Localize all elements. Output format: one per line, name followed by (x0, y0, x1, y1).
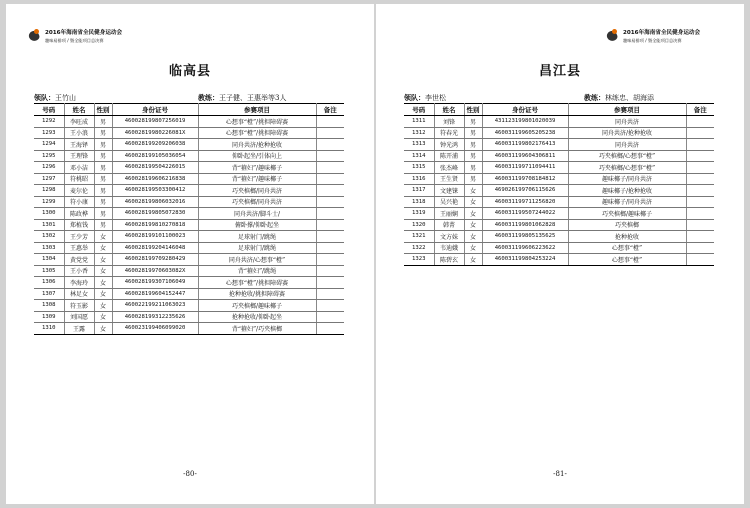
col-gender-cell: 男 (464, 116, 482, 128)
col-gender-cell: 男 (464, 173, 482, 185)
col-name-cell: 王露 (64, 323, 94, 335)
col-number-cell: 1306 (34, 277, 64, 289)
table-row (34, 288, 344, 300)
col-name-cell: 麦尔伦 (64, 185, 94, 197)
col-number-cell: 1311 (404, 116, 434, 128)
col-number-cell: 1292 (34, 116, 64, 128)
col-id-number-cell: 460028199105036054 (112, 150, 198, 162)
col-id-number-cell: 460028199504226015 (112, 162, 198, 174)
col-events-cell: 俯卧撑/仰卧起坐 (198, 219, 316, 231)
table-row (34, 162, 344, 174)
col-gender-cell: 男 (94, 208, 112, 220)
col-id-number-cell: 460022199211063023 (112, 300, 198, 312)
leader-label: 领队： (34, 93, 55, 102)
col-events-cell: 背“箍妇”/趣味椰子 (198, 173, 316, 185)
col-events-cell: 背“箍妇”/跳绳 (198, 265, 316, 277)
col-id-number-cell: 460031199801062828 (482, 219, 568, 231)
page-number: -81- (553, 470, 567, 478)
col-id-number-cell: 460031199805135625 (482, 231, 568, 243)
col-remarks-cell (316, 254, 344, 266)
right-page (376, 4, 744, 504)
table-row (34, 208, 344, 220)
col-name-cell: 王小浪 (64, 127, 94, 139)
col-gender-cell: 男 (94, 196, 112, 208)
col-remarks-cell (316, 173, 344, 185)
col-id-number-cell: 460031199711094411 (482, 162, 568, 174)
col-number-cell: 1321 (404, 231, 434, 243)
col-number-cell: 1302 (34, 231, 64, 243)
col-events-cell: 心想事“橙”/挑担障碍赛 (198, 277, 316, 289)
col-name-cell: 韩菁 (434, 219, 464, 231)
col-events-cell: 足球射门/跳绳 (198, 242, 316, 254)
col-remarks-header: 备注 (316, 104, 344, 116)
table-row (34, 139, 344, 151)
col-remarks-cell (316, 219, 344, 231)
col-id-number-cell: 46002819980226081X (112, 127, 198, 139)
table-row (404, 139, 714, 151)
col-events-cell: 巧夹槟榔/同舟共济 (198, 185, 316, 197)
col-remarks-cell (316, 300, 344, 312)
col-remarks-cell (686, 208, 714, 220)
col-id-number-cell: 460031199605205238 (482, 127, 568, 139)
col-events-cell: 巧夹槟榔/同舟共济 (198, 196, 316, 208)
event-title: 2016年海南省全民健身运动会 (623, 30, 701, 36)
col-name-cell: 王生贤 (434, 173, 464, 185)
col-remarks-cell (316, 185, 344, 197)
col-name-cell: 郑植钱 (64, 219, 94, 231)
event-subtitle: 趣味易排项 / 暨全能项目总决赛 (623, 38, 682, 43)
col-number-cell: 1294 (34, 139, 64, 151)
table-row (34, 323, 344, 335)
col-gender-cell: 男 (94, 127, 112, 139)
col-remarks-cell (316, 242, 344, 254)
col-remarks-cell (316, 127, 344, 139)
col-remarks-cell (316, 196, 344, 208)
col-remarks-cell (316, 162, 344, 174)
col-name-cell: 李海玲 (64, 277, 94, 289)
table-row (34, 242, 344, 254)
col-name-cell: 林足女 (64, 288, 94, 300)
col-number-cell: 1293 (34, 127, 64, 139)
col-number-cell: 1296 (34, 162, 64, 174)
col-name-cell: 符春光 (434, 127, 464, 139)
col-events-cell: 巧夹槟榔/趣味椰子 (198, 300, 316, 312)
col-number-cell: 1308 (34, 300, 64, 312)
table-row (34, 127, 344, 139)
county-title: 昌江县 (538, 64, 581, 79)
coach-names: 林练忠、胡海添 (605, 94, 654, 102)
col-name-cell: 陈政桦 (64, 208, 94, 220)
col-number-cell: 1309 (34, 311, 64, 323)
col-remarks-cell (316, 265, 344, 277)
table-row (34, 219, 344, 231)
col-events-cell: 心想事“橙” (568, 242, 686, 254)
col-remarks-cell (316, 231, 344, 243)
col-events-cell: 抢种抢收/挑担障碍赛 (198, 288, 316, 300)
table-row (404, 196, 714, 208)
col-gender-cell: 女 (464, 231, 482, 243)
col-name-cell: 王惠举 (64, 242, 94, 254)
table-body (34, 116, 344, 335)
table-row (34, 311, 344, 323)
col-events-cell: 抢种抢收 (568, 231, 686, 243)
col-events-cell: 巧夹槟榔 (568, 219, 686, 231)
col-id-number-cell: 460031199708184812 (482, 173, 568, 185)
col-gender-cell: 女 (464, 242, 482, 254)
col-id-number-cell: 460031199802176413 (482, 139, 568, 151)
col-name-cell: 王少芳 (64, 231, 94, 243)
col-id-number-cell: 460031199711256820 (482, 196, 568, 208)
roster-table (404, 103, 714, 266)
col-number-cell: 1299 (34, 196, 64, 208)
col-events-cell: 巧夹槟榔/心想事“橙” (568, 162, 686, 174)
col-id-number-cell: 460023199406099020 (112, 323, 198, 335)
col-gender-cell: 女 (464, 219, 482, 231)
table-row (34, 254, 344, 266)
col-events-cell: 同舟共济 (568, 116, 686, 128)
col-name-cell: 文方妹 (434, 231, 464, 243)
event-header (26, 26, 122, 48)
col-name-cell: 符小康 (64, 196, 94, 208)
col-name-cell: 王海铎 (64, 139, 94, 151)
col-events-cell: 背“箍妇”/巧夹槟榔 (198, 323, 316, 335)
col-remarks-cell (686, 185, 714, 197)
col-gender-cell: 男 (464, 127, 482, 139)
col-events-cell: 背“箍妇”/趣味椰子 (198, 162, 316, 174)
col-number-cell: 1316 (404, 173, 434, 185)
col-number-cell: 1304 (34, 254, 64, 266)
col-remarks-cell (316, 311, 344, 323)
col-remarks-cell (686, 173, 714, 185)
col-id-number-header: 身份证号 (112, 104, 198, 116)
table-row (404, 242, 714, 254)
col-name-cell: 邓小洁 (64, 162, 94, 174)
col-gender-cell: 男 (94, 173, 112, 185)
col-events-cell: 同舟共济/抢种抢收 (568, 127, 686, 139)
col-id-number-cell: 460028199604152447 (112, 288, 198, 300)
event-logo-icon (26, 29, 42, 45)
col-number-cell: 1320 (404, 219, 434, 231)
col-gender-cell: 女 (464, 196, 482, 208)
col-events-cell: 心想事“橙”/挑担障碍赛 (198, 116, 316, 128)
col-remarks-cell (316, 208, 344, 220)
event-title: 2016年海南省全民健身运动会 (45, 30, 123, 36)
table-row (34, 185, 344, 197)
col-id-number-cell: 460028199606216838 (112, 173, 198, 185)
table-row (404, 219, 714, 231)
col-gender-cell: 男 (94, 139, 112, 151)
col-name-cell: 张杰峰 (434, 162, 464, 174)
col-id-number-cell: 431123199801020039 (482, 116, 568, 128)
col-remarks-cell (686, 254, 714, 266)
col-gender-cell: 男 (94, 185, 112, 197)
col-events-cell: 心想事“橙” (568, 254, 686, 266)
col-number-cell: 1323 (404, 254, 434, 266)
col-name-cell: 刘锋 (434, 116, 464, 128)
col-events-cell: 巧夹槟榔/趣味椰子 (568, 208, 686, 220)
col-events-cell: 仰卧起坐/引体向上 (198, 150, 316, 162)
col-number-cell: 1310 (34, 323, 64, 335)
table-header-row (404, 104, 714, 116)
col-id-number-cell: 460028199805072830 (112, 208, 198, 220)
table-row (34, 231, 344, 243)
col-remarks-cell (686, 196, 714, 208)
col-gender-cell: 男 (94, 116, 112, 128)
col-id-number-cell: 460028199101100023 (112, 231, 198, 243)
col-id-number-cell: 460031199606223622 (482, 242, 568, 254)
col-remarks-cell (686, 231, 714, 243)
table-row (404, 150, 714, 162)
col-remarks-cell (686, 219, 714, 231)
col-number-cell: 1312 (404, 127, 434, 139)
col-gender-cell: 男 (464, 139, 482, 151)
table-row (404, 162, 714, 174)
table-body (404, 116, 714, 266)
leader-name: 李世松 (425, 94, 446, 102)
col-remarks-cell (316, 288, 344, 300)
col-id-number-cell: 460028199209206038 (112, 139, 198, 151)
table-row (34, 277, 344, 289)
table-row (404, 173, 714, 185)
col-id-number-header: 身份证号 (482, 104, 568, 116)
col-events-header: 参赛项目 (198, 104, 316, 116)
table-row (34, 300, 344, 312)
col-id-number-cell: 460028199806032016 (112, 196, 198, 208)
col-events-cell: 同舟共济/心想事“橙” (198, 254, 316, 266)
county-title: 临高县 (168, 64, 211, 79)
col-gender-cell: 男 (464, 162, 482, 174)
col-id-number-cell: 460028199204146048 (112, 242, 198, 254)
col-events-cell: 趣味椰子/同舟共济 (568, 173, 686, 185)
col-name-cell: 刘国愿 (64, 311, 94, 323)
col-events-cell: 趣味椰子/抢种抢收 (568, 185, 686, 197)
col-number-cell: 1298 (34, 185, 64, 197)
col-id-number-cell: 469026199706115626 (482, 185, 568, 197)
col-remarks-cell (316, 277, 344, 289)
table-row (404, 254, 714, 266)
col-gender-cell: 男 (94, 150, 112, 162)
col-name-cell: 王理锋 (64, 150, 94, 162)
left-page (6, 4, 374, 504)
col-events-cell: 心想事“橙”/挑担障碍赛 (198, 127, 316, 139)
col-events-cell: 同舟共济/抢种抢收 (198, 139, 316, 151)
col-number-cell: 1314 (404, 150, 434, 162)
col-name-header: 姓名 (64, 104, 94, 116)
coach-label: 教练： (198, 93, 219, 102)
col-events-cell: 抢种抢收/仰卧起坐 (198, 311, 316, 323)
table-row (404, 127, 714, 139)
col-events-cell: 同舟共济/脚斗士/ (198, 208, 316, 220)
col-name-cell: 王丽娴 (434, 208, 464, 220)
col-remarks-cell (316, 116, 344, 128)
table-row (404, 185, 714, 197)
table-row (404, 208, 714, 220)
col-number-cell: 1307 (34, 288, 64, 300)
event-header (604, 26, 700, 48)
col-number-cell: 1315 (404, 162, 434, 174)
col-id-number-cell: 460031199604306811 (482, 150, 568, 162)
table-row (34, 196, 344, 208)
leader-label: 领队： (404, 93, 425, 102)
col-id-number-cell: 460028199307106049 (112, 277, 198, 289)
col-id-number-cell: 460028199807256019 (112, 116, 198, 128)
col-gender-cell: 女 (94, 231, 112, 243)
col-number-cell: 1297 (34, 173, 64, 185)
event-subtitle: 趣味易排项 / 暨全能项目总决赛 (45, 38, 104, 43)
col-remarks-cell (316, 323, 344, 335)
event-logo-icon (604, 29, 620, 45)
col-gender-cell: 女 (464, 185, 482, 197)
col-gender-cell: 女 (94, 254, 112, 266)
col-remarks-header: 备注 (686, 104, 714, 116)
col-id-number-cell: 460031199507244022 (482, 208, 568, 220)
roster-table (34, 103, 344, 335)
page-number: -80- (183, 470, 197, 478)
col-gender-cell: 女 (94, 288, 112, 300)
col-number-cell: 1305 (34, 265, 64, 277)
col-name-cell: 黄党党 (64, 254, 94, 266)
col-number-cell: 1318 (404, 196, 434, 208)
col-name-cell: 王小香 (64, 265, 94, 277)
leader-name: 王竹山 (55, 94, 76, 102)
coach-names: 王子健、王惠举等3人 (219, 94, 287, 102)
col-events-header: 参赛项目 (568, 104, 686, 116)
col-gender-cell: 女 (94, 311, 112, 323)
col-name-cell: 符玉影 (64, 300, 94, 312)
col-id-number-cell: 460028199810270818 (112, 219, 198, 231)
col-gender-cell: 女 (94, 242, 112, 254)
col-remarks-cell (316, 150, 344, 162)
col-id-number-cell: 46002819970603082X (112, 265, 198, 277)
table-row (404, 116, 714, 128)
col-remarks-cell (686, 150, 714, 162)
col-number-cell: 1322 (404, 242, 434, 254)
col-id-number-cell: 460028199312235626 (112, 311, 198, 323)
col-number-cell: 1303 (34, 242, 64, 254)
col-number-cell: 1313 (404, 139, 434, 151)
col-name-header: 姓名 (434, 104, 464, 116)
col-name-cell: 文建铼 (434, 185, 464, 197)
col-name-cell: 韦迪娥 (434, 242, 464, 254)
col-name-cell: 吴兴艳 (434, 196, 464, 208)
col-gender-cell: 女 (464, 254, 482, 266)
col-number-cell: 1300 (34, 208, 64, 220)
col-id-number-cell: 460031199804253224 (482, 254, 568, 266)
table-header-row (34, 104, 344, 116)
col-events-cell: 足球射门/跳绳 (198, 231, 316, 243)
col-number-cell: 1317 (404, 185, 434, 197)
col-gender-cell: 女 (94, 265, 112, 277)
col-gender-cell: 男 (94, 162, 112, 174)
col-remarks-cell (686, 162, 714, 174)
col-name-cell: 陈碧玄 (434, 254, 464, 266)
col-gender-header: 性别 (464, 104, 482, 116)
col-gender-cell: 女 (464, 208, 482, 220)
col-remarks-cell (686, 139, 714, 151)
col-events-cell: 巧夹槟榔/心想事“橙” (568, 150, 686, 162)
col-number-cell: 1319 (404, 208, 434, 220)
col-gender-cell: 女 (94, 323, 112, 335)
col-name-cell: 钟光鸿 (434, 139, 464, 151)
col-gender-cell: 男 (94, 219, 112, 231)
col-events-cell: 同舟共济 (568, 139, 686, 151)
col-gender-cell: 女 (94, 300, 112, 312)
table-row (34, 116, 344, 128)
table-row (34, 265, 344, 277)
col-name-cell: 陈开浦 (434, 150, 464, 162)
coach-label: 教练： (584, 93, 605, 102)
col-number-header: 号码 (404, 104, 434, 116)
col-number-cell: 1295 (34, 150, 64, 162)
col-remarks-cell (686, 242, 714, 254)
col-gender-header: 性别 (94, 104, 112, 116)
col-remarks-cell (686, 116, 714, 128)
col-number-cell: 1301 (34, 219, 64, 231)
table-row (34, 150, 344, 162)
col-name-cell: 李旺成 (64, 116, 94, 128)
team-leaders (34, 92, 346, 103)
col-name-cell: 符桃昭 (64, 173, 94, 185)
col-number-header: 号码 (34, 104, 64, 116)
col-remarks-cell (686, 127, 714, 139)
col-events-cell: 趣味椰子/同舟共济 (568, 196, 686, 208)
col-gender-cell: 女 (94, 277, 112, 289)
col-id-number-cell: 460028199709280429 (112, 254, 198, 266)
col-id-number-cell: 460028199503300412 (112, 185, 198, 197)
table-row (404, 231, 714, 243)
col-gender-cell: 男 (464, 150, 482, 162)
col-remarks-cell (316, 139, 344, 151)
table-row (34, 173, 344, 185)
team-leaders (404, 92, 716, 103)
